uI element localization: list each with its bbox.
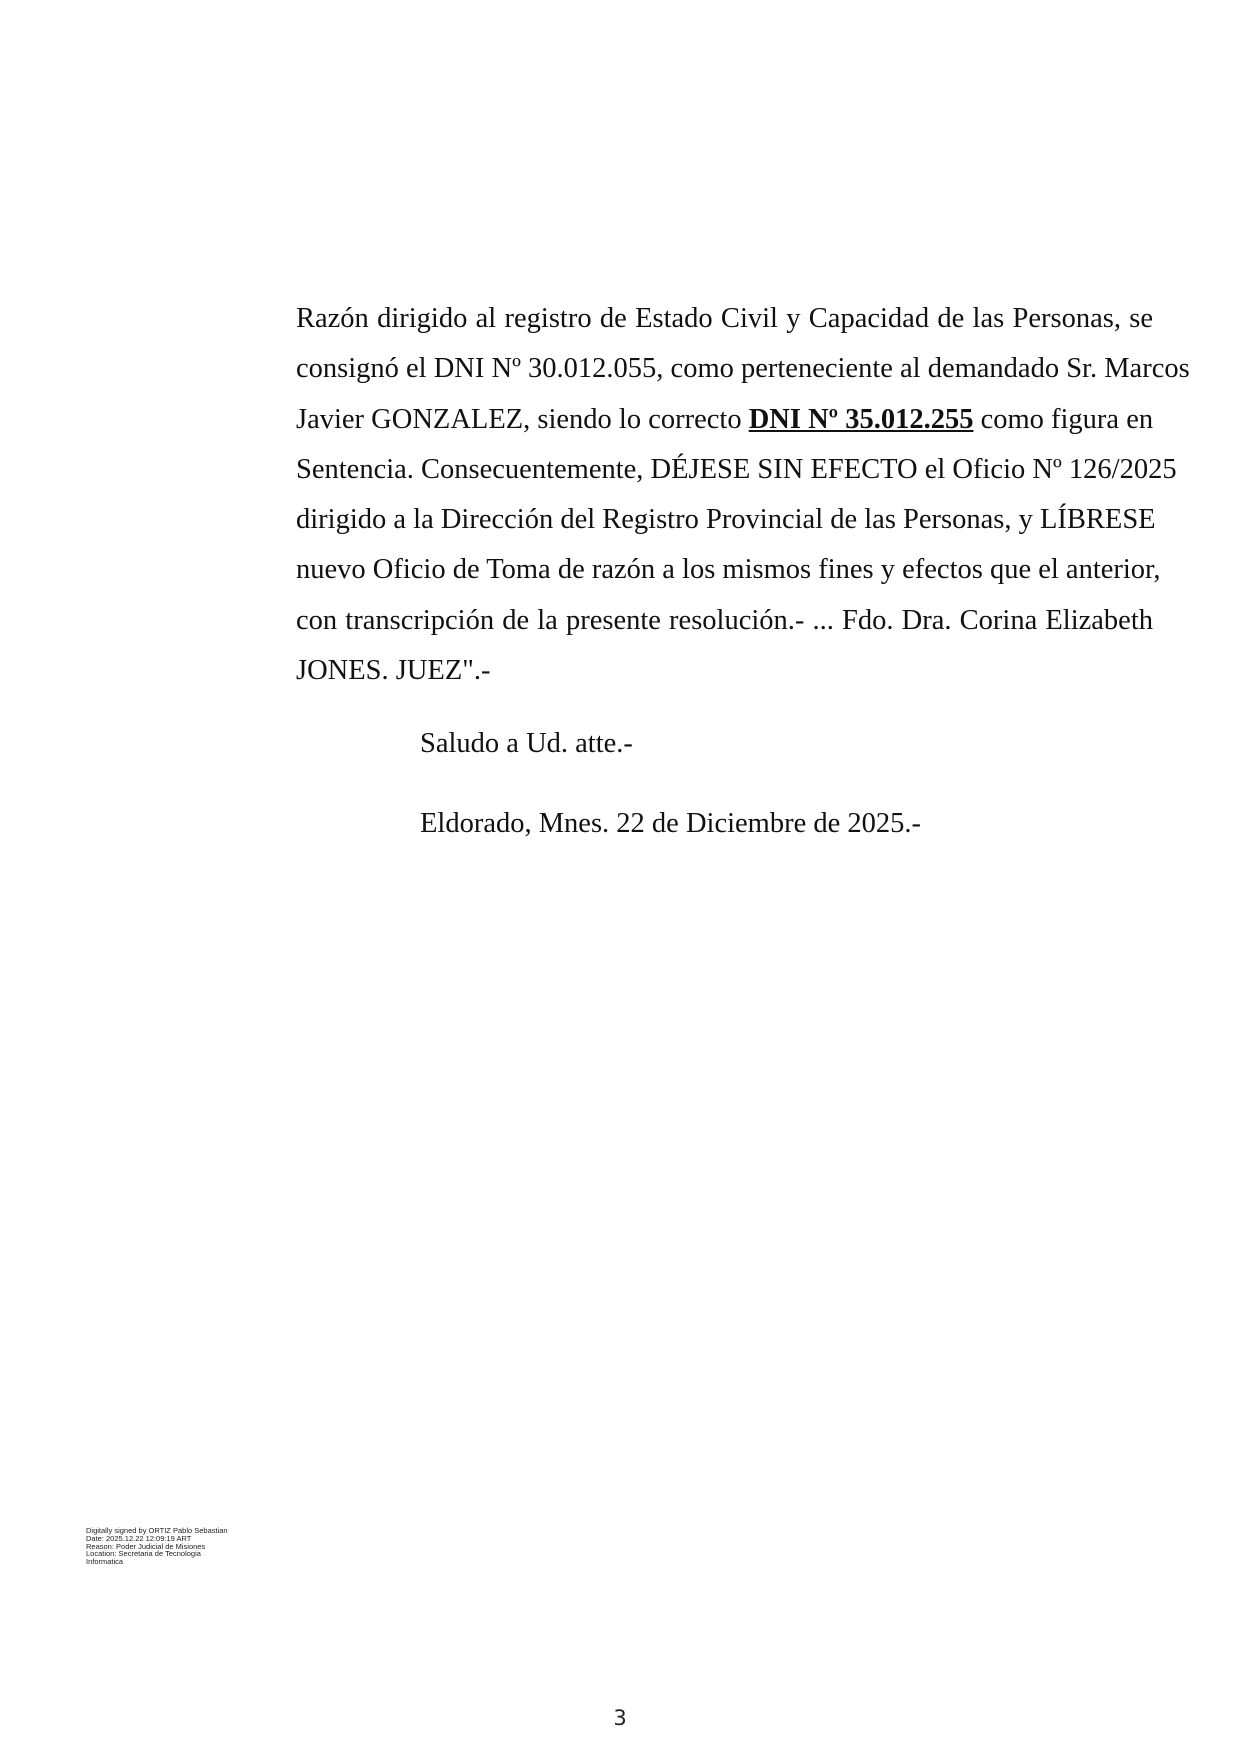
- body-line-6: nuevo Oficio de Toma de razón a los mismos fines y efectos que el anterior,: [296, 554, 1161, 586]
- page-number: 3: [613, 1706, 627, 1730]
- signature-date: Date: 2025.12.22 12:09:19 ART: [86, 1533, 192, 1543]
- signature-reason: Reason: Poder Judicial de Misiones: [86, 1541, 206, 1551]
- closing-greeting: Saludo a Ud. atte.-: [420, 728, 633, 759]
- body-line-4: Sentencia. Consecuentemente, DÉJESE SIN EFECTO el Oficio Nº 126/2025: [296, 453, 1177, 485]
- signature-location: Location: Secretaria de Tecnologia: [86, 1549, 201, 1559]
- digital-signature-block: [86, 1527, 228, 1566]
- correct-dni-number: DNI Nº 35.012.255: [748, 403, 974, 435]
- resolution-body: [296, 294, 1190, 696]
- body-line-3-before: Javier GONZALEZ, siendo lo correcto: [296, 403, 749, 435]
- body-line-3-after: como figura en: [973, 403, 1154, 435]
- signature-location-cont: Informatica: [86, 1557, 124, 1567]
- body-line-8: JONES. JUEZ".-: [296, 655, 491, 687]
- body-line-7: con transcripción de la presente resolución.- ... Fdo. Dra. Corina Elizabeth: [296, 604, 1153, 636]
- body-line-2: consignó el DNI Nº 30.012.055, como perteneciente al demandado Sr. Marcos: [296, 353, 1190, 385]
- place-and-date: Eldorado, Mnes. 22 de Diciembre de 2025.-: [420, 808, 921, 839]
- body-line-3: [296, 395, 1153, 445]
- body-line-5: dirigido a la Dirección del Registro Provincial de las Personas, y LÍBRESE: [296, 504, 1156, 536]
- body-line-1: Razón dirigido al registro de Estado Civil y Capacidad de las Personas, se: [296, 303, 1153, 334]
- signature-signer: Digitally signed by ORTIZ Pablo Sebastian: [86, 1526, 228, 1535]
